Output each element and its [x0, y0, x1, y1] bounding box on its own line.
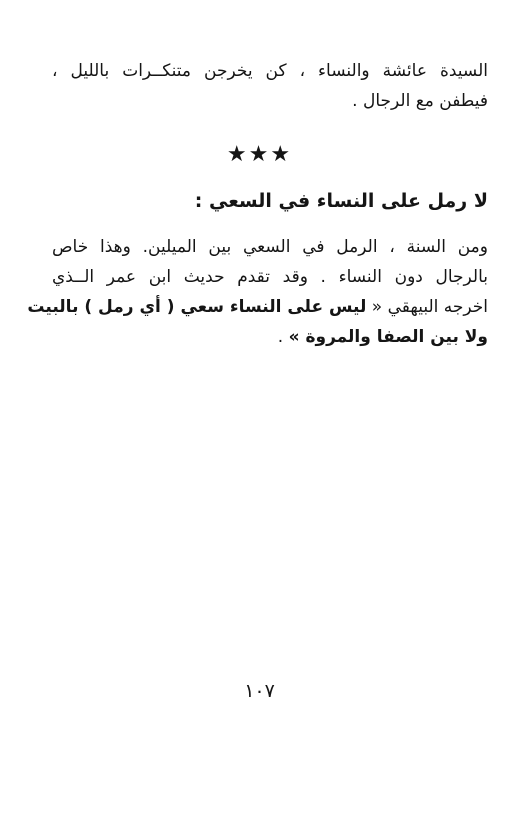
- section-line-4: [52, 322, 488, 352]
- page-number: ١٠٧: [244, 680, 275, 702]
- section-line-2: بالرجال دون النساء . وقد تقدم حديث ابن عمر الــذي: [52, 267, 488, 287]
- section-line-3: [27, 292, 488, 322]
- section-heading: لا رمل على النساء في السعي :: [194, 190, 488, 212]
- section-paragraph: [27, 232, 488, 352]
- section-separator-stars: ★★★: [226, 142, 293, 167]
- intro-paragraph: [52, 56, 488, 116]
- intro-line-2: فيطفن مع الرجال .: [352, 91, 488, 111]
- hadith-quote-part-2: ولا بين الصفا والمروة »: [288, 327, 488, 347]
- section-line-1: ومن السنة ، الرمل في السعي بين الميلين. وهذا خاص: [52, 237, 488, 257]
- hadith-quote-part-1: ليس على النساء سعي ( أي رمل ) بالبيت: [27, 297, 367, 317]
- section-line-4-end: .: [277, 327, 289, 347]
- intro-line-1: السيدة عائشة والنساء ، كن يخرجن متنكــرات بالليل ،: [52, 61, 488, 81]
- section-line-3-plain: اخرجه البيهقي «: [366, 297, 488, 317]
